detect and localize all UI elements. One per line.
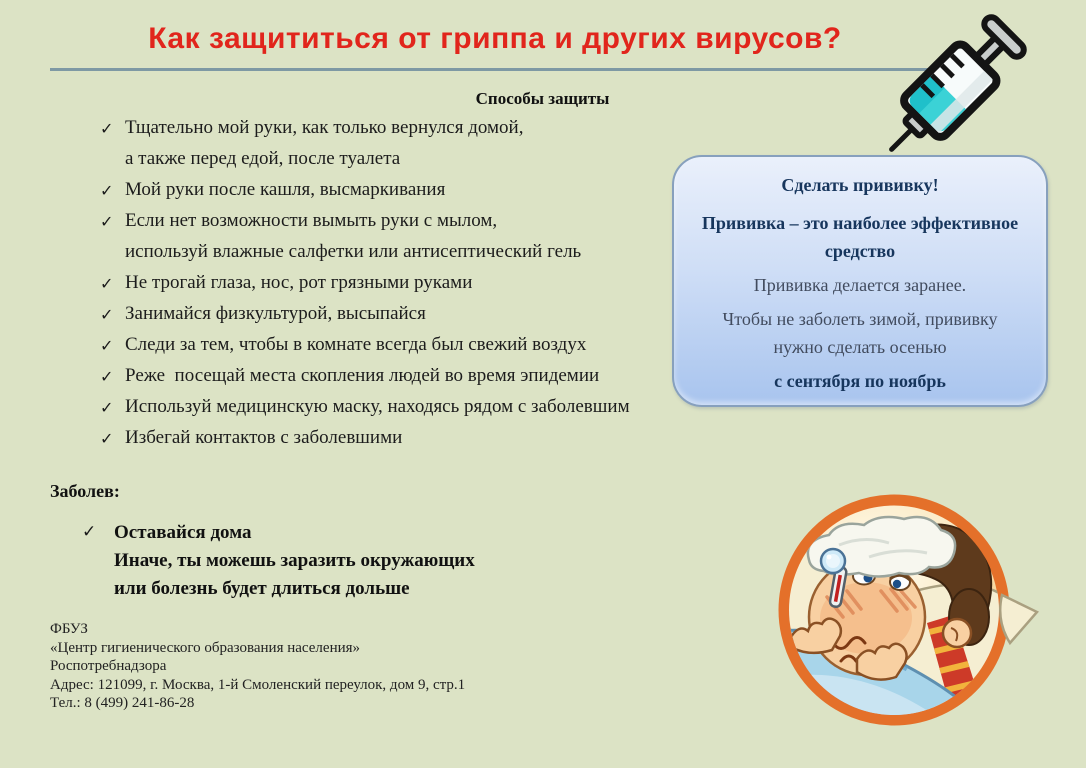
checklist-item-text: используй влажные салфетки или антисептический гель — [125, 241, 582, 262]
stay-home-text — [114, 519, 475, 603]
checklist-row — [100, 396, 660, 427]
checkmark-icon: ✓ — [100, 398, 114, 417]
stay-home-line: Иначе, ты можешь заразить окружающих — [114, 550, 475, 571]
checkmark-icon: ✓ — [100, 181, 114, 200]
checkmark-icon: ✓ — [82, 522, 97, 542]
footer-line: Тел.: 8 (499) 241-86-28 — [50, 695, 195, 711]
checkmark-icon: ✓ — [100, 429, 114, 448]
checklist-row — [100, 179, 660, 210]
title-underline — [50, 68, 934, 71]
checklist-item-text: Мой руки после кашля, высмаркивания — [125, 179, 446, 200]
checkmark-icon: ✓ — [100, 305, 114, 324]
checklist-item-text: Если нет возможности вымыть руки с мылом, — [125, 210, 498, 231]
sick-child-in-bed-illustration — [769, 485, 1039, 735]
checkmark-icon: ✓ — [100, 119, 114, 138]
checkmark-icon: ✓ — [100, 212, 114, 231]
vaccine-card-line: Чтобы не заболеть зимой, прививку нужно сделать осенью — [722, 309, 998, 357]
stay-home-line: Оставайся дома — [114, 522, 252, 543]
vaccine-card-line: Прививка – это наиболее эффективное средство — [701, 213, 1019, 261]
checklist-item-text: Следи за тем, чтобы в комнате всегда был свежий воздух — [125, 334, 587, 355]
checkmark-icon: ✓ — [100, 367, 114, 386]
checklist-row — [100, 210, 660, 241]
checklist-row — [100, 148, 660, 179]
sick-section-heading: Заболев: — [50, 481, 120, 501]
footer-line: Роспотребнадзора — [50, 658, 167, 674]
checklist-item-text: Используй медицинскую маску, находясь рядом с заболевшим — [125, 396, 630, 417]
checklist-item-text: Не трогай глаза, нос, рот грязными руками — [125, 272, 473, 293]
checklist-row — [100, 365, 660, 396]
vaccine-card-heading: Сделать прививку! — [781, 175, 939, 195]
checkmark-icon: ✓ — [100, 274, 114, 293]
checkmark-icon — [100, 148, 125, 150]
protection-checklist — [100, 117, 660, 458]
footer-line: Адрес: 121099, г. Москва, 1-й Смоленский переулок, дом 9, стр.1 — [50, 676, 466, 693]
checklist-row — [100, 427, 660, 458]
checklist-row — [100, 117, 660, 148]
checklist-row — [100, 334, 660, 365]
checklist-item-text: Реже посещай места скопления людей во время эпидемии — [125, 365, 600, 386]
footer-line: «Центр гигиенического образования населения» — [50, 639, 361, 656]
footer-line: ФБУЗ — [50, 621, 88, 637]
checklist-row — [100, 272, 660, 303]
vaccine-card — [672, 155, 1048, 407]
vaccine-card-line: Прививка делается заранее. — [753, 275, 967, 295]
checkmark-icon — [100, 241, 125, 243]
stay-home-item — [82, 519, 475, 603]
footer-org — [50, 620, 465, 713]
checklist-row — [100, 241, 660, 272]
checklist-item-text: Избегай контактов с заболевшими — [125, 427, 403, 448]
checklist-row — [100, 303, 660, 334]
checklist-item-text: Тщательно мой руки, как только вернулся домой, — [125, 117, 524, 138]
page-title: Как защититься от гриппа и других вирусов? — [148, 22, 842, 55]
checklist-item-text: Занимайся физкультурой, высыпайся — [125, 303, 426, 324]
vaccine-card-line: с сентября по ноябрь — [774, 371, 946, 391]
section-subtitle: Способы защиты — [475, 89, 610, 108]
checkmark-icon: ✓ — [100, 336, 114, 355]
stay-home-line: или болезнь будет длиться дольше — [114, 578, 410, 599]
checklist-item-text: а также перед едой, после туалета — [125, 148, 401, 169]
